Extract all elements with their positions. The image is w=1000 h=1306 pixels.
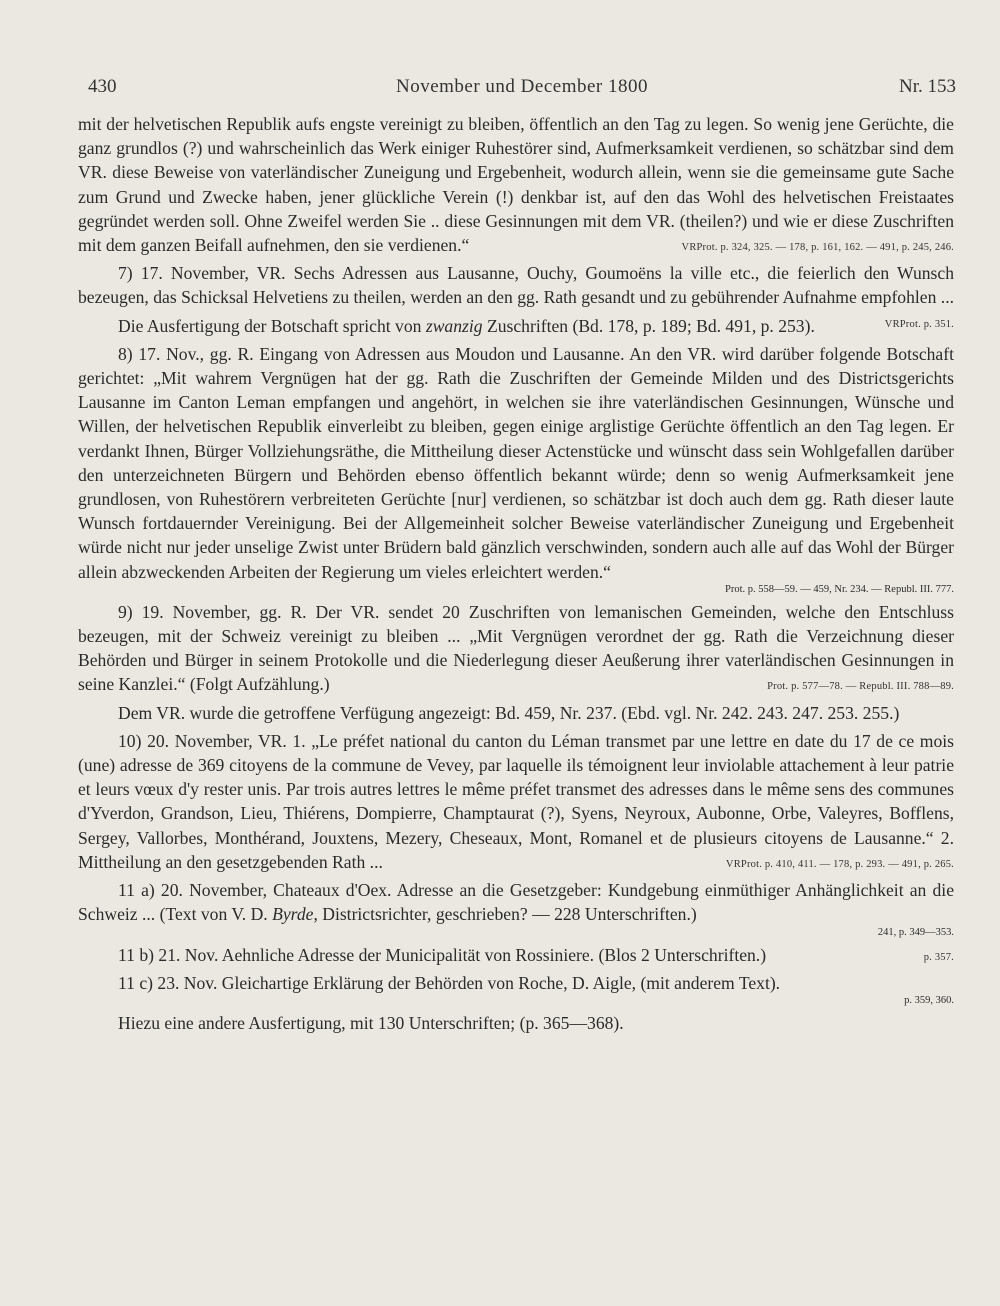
paragraph-item-10: [78, 729, 954, 874]
paragraph-note: [78, 701, 954, 725]
source-reference: Prot. p. 558—59. — 459, Nr. 234. — Republ. III. 777.: [725, 583, 954, 595]
paragraph-item-11a: [78, 878, 954, 926]
paragraph-continuation: [78, 112, 954, 257]
paragraph-item-9: [78, 600, 954, 697]
paragraph-text: 8) 17. Nov., gg. R. Eingang von Adressen aus Moudon und Lausanne. An den VR. wird darüber folgende Botschaft gerichtet: „Mit wahrem Vergnügen hat der gg. Rath die Zuschriften der Gemeinde Milden und des Districtsgerichts Lausanne im Canton Leman empfangen und angehört, in welchen sie ihre vaterländischen Gesinnungen, Wünsche und Willen, der helvetischen Republik einverleibt zu bleiben, gegen einige arglistige Gerüchte öffentlich an den Tag legen. Er verdankt Ihnen, Bürger Vollziehungsräthe, die Mittheilung dieser Actenstücke und wünscht dass sein Wohlgefallen darüber den unterzeichneten Bürgern und Behörden ebenso öffentlich bekannt würde; denn so wenig Aufmerksamkeit jene grundlosen, von Ruhestörern verbreiteten Gerüchte [nur] verdienen, so schätzbar ist doch auch dem gg. Rath dieser laute Wunsch fortdauernder Vereinigung. Bei der Allgemeinheit solcher Beweise vaterländischer Zuneigung und Ergebenheit würde nicht nur jeder unselige Zwist unter Brüdern bald gänzlich verschwinden, sondern auch alle auf das Wohl der Bürger allein abzweckenden Arbeiten der Regierung um vieles erleichtert werden.“: [78, 343, 954, 582]
source-reference: p. 359, 360.: [904, 994, 954, 1006]
paragraph-text: 11 b) 21. Nov. Aehnliche Adresse der Municipalität von Rossiniere. (Blos 2 Unterschriften.): [118, 944, 767, 965]
source-reference: VRProt. p. 410, 411. — 178, p. 293. — 491, p. 265.: [725, 858, 954, 870]
source-reference: p. 357.: [923, 951, 954, 963]
paragraph-text: mit der helvetischen Republik aufs engste vereinigt zu bleiben, öffentlich an den Tag zu legen. So wenig jene Gerüchte, die ganz grundlos (?) und wahrscheinlich das Werk einiger Ruhestörer sind, Aufmerksamkeit verdienen, so schätzbar sind dem VR. diese Beweise von vaterländischer Zuneigung und Ergebenheit, wodurch allein, wenn sie die gemeinsame gute Sache zum Grund und Zwecke haben, jener glückliche Verein (!) denkbar ist, auf den das Wohl des helvetischen Freistaates gegründet werden soll. Ohne Zweifel werden Sie .. diese Gesinnungen mit dem VR. (theilen?) und wie er diese Zuschriften mit dem ganzen Beifall aufnehmen, den sie verdienen.“: [78, 114, 954, 256]
paragraph-item-11b: [78, 943, 954, 967]
source-reference: VRProt. p. 324, 325. — 178, p. 161, 162. — 491, p. 245, 246.: [681, 242, 954, 254]
paragraph-text: 7) 17. November, VR. Sechs Adressen aus Lausanne, Ouchy, Goumoëns la ville etc., die feierlich den Wunsch bezeugen, das Schicksal Helvetiens zu theilen, werden an den gg. Rath gesandt und zu gebührender Aufnahme empfohlen ...: [78, 263, 954, 308]
source-reference: 241, p. 349—353.: [877, 926, 954, 938]
paragraph-text: Hiezu eine andere Ausfertigung, mit 130 Unterschriften; (p. 365—368).: [118, 1012, 624, 1033]
emphasis-text: Byrde: [272, 904, 314, 925]
page-number: 430: [88, 76, 117, 97]
paragraph-item-8: [78, 342, 954, 584]
source-reference: VRProt. p. 351.: [884, 318, 954, 330]
paragraph-text: 10) 20. November, VR. 1. „Le préfet national du canton du Léman transmet par une lettre en date du 17 de ce mois (une) adresse de 369 citoyens de la commune de Vevey, par laquelle ils témoignent leur inviolable attachement à leur patrie et leurs vœux d'y rester unis. Par trois autres lettres le même préfet transmet des adresses dans le même sens des communes d'Yverdon, Grandson, Lieu, Thiérens, Dompierre, Champtaurat (?), Syens, Neyroux, Aubonne, Orbe, Valeyres, Bofflens, Sergey, Vallorbes, Monthérand, Jouxtens, Mezery, Cheseaux, Mont, Romanel et de plusieurs citoyens de Lausanne.“ 2. Mittheilung an den gesetzgebenden Rath ...: [78, 730, 954, 872]
running-title: November und December 1800: [395, 76, 648, 97]
document-number: Nr. 153: [899, 76, 956, 97]
page-header: [88, 76, 956, 102]
paragraph-text: 11 a) 20. November, Chateaux d'Oex. Adresse an die Gesetzgeber: Kundgebung einmüthiger Anhänglichkeit an die Schweiz ... (Text von V. D.: [78, 880, 954, 925]
paragraph-note: [78, 314, 954, 338]
paragraph-text: , Districtsrichter, geschrieben? — 228 Unterschriften.): [313, 904, 697, 925]
page-body: [78, 112, 954, 1039]
paragraph-text: Die Ausfertigung der Botschaft spricht von: [118, 315, 426, 336]
paragraph-note: [78, 1011, 954, 1035]
source-reference: Prot. p. 577—78. — Republ. III. 788—89.: [767, 681, 954, 693]
paragraph-text: Zuschriften (Bd. 178, p. 189; Bd. 491, p. 253).: [482, 315, 815, 336]
paragraph-item-11c: [78, 971, 954, 995]
paragraph-text: 9) 19. November, gg. R. Der VR. sendet 20 Zuschriften von lemanischen Gemeinden, welche den Entschluss bezeugen, mit der Schweiz vereinigt zu bleiben ... „Mit Vergnügen verordnet der gg. Rath die Verzeichnung dieser Behörden und Bürger in seinem Protokolle und die Niederlegung dieser Aeußerung ihrer vaterländischen Gesinnungen in seine Kanzlei.“ (Folgt Aufzählung.): [78, 601, 954, 695]
paragraph-text: 11 c) 23. Nov. Gleichartige Erklärung der Behörden von Roche, D. Aigle, (mit anderem Text).: [118, 972, 781, 993]
paragraph-text: Dem VR. wurde die getroffene Verfügung angezeigt: Bd. 459, Nr. 237. (Ebd. vgl. Nr. 242. 243. 247. 253. 255.): [118, 702, 900, 723]
emphasis-text: zwanzig: [425, 315, 483, 336]
